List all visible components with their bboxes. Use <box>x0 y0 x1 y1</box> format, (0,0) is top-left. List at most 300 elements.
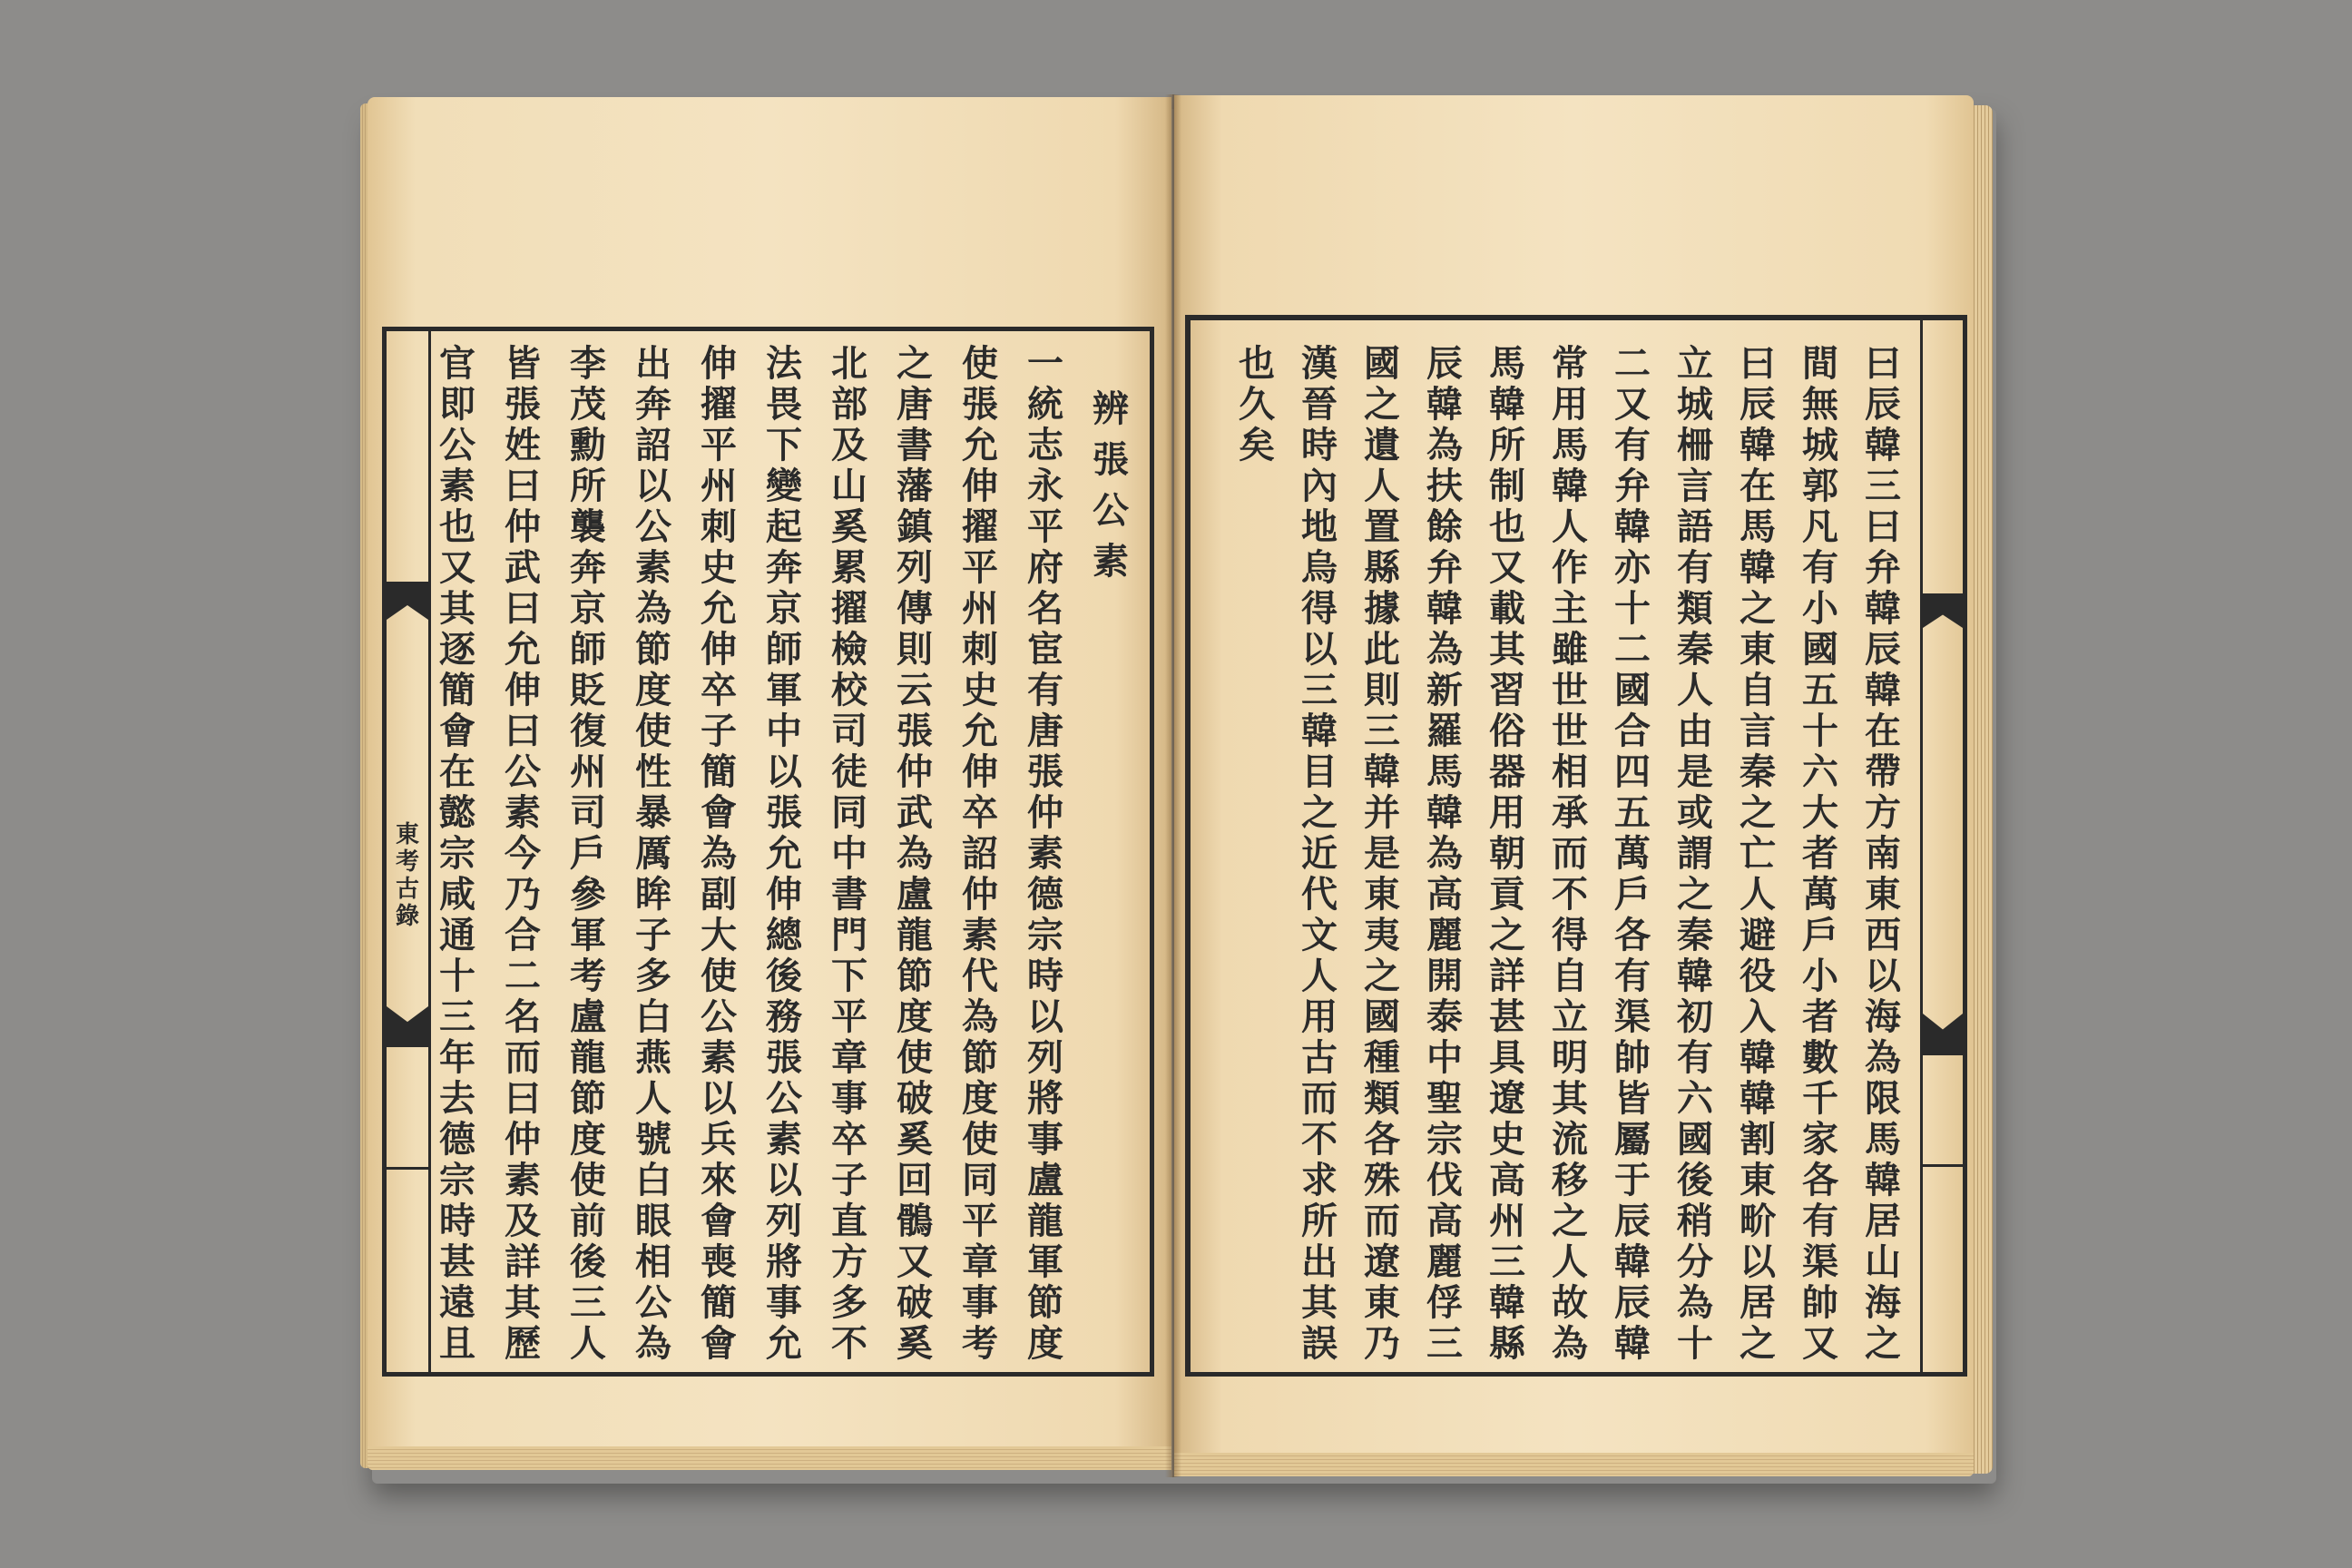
character: 曰 <box>1740 342 1776 385</box>
character: 其 <box>505 1281 541 1324</box>
text-column <box>1611 343 1654 1364</box>
character: 公 <box>766 1077 802 1120</box>
character: 章 <box>831 1036 867 1079</box>
character: 詳 <box>505 1240 541 1283</box>
character: 素 <box>505 1159 541 1201</box>
character: 韓 <box>1740 546 1776 589</box>
character: 平 <box>831 995 867 1038</box>
character: 二 <box>1614 628 1651 671</box>
character: 宗 <box>439 1159 475 1201</box>
character: 曰 <box>1865 505 1901 548</box>
character: 以 <box>1740 1240 1776 1283</box>
character: 三 <box>1301 669 1338 711</box>
character: 下 <box>831 955 867 997</box>
character: 內 <box>1301 465 1338 507</box>
character: 六 <box>1677 1077 1713 1120</box>
character: 于 <box>1614 1159 1651 1201</box>
character: 之 <box>1552 1200 1588 1242</box>
character: 素 <box>766 1118 802 1161</box>
character: 司 <box>570 791 606 834</box>
character: 得 <box>1552 914 1588 956</box>
character: 張 <box>897 710 933 752</box>
character: 人 <box>570 1322 606 1365</box>
character: 矣 <box>1239 424 1275 466</box>
character: 列 <box>1027 1036 1063 1079</box>
character: 平 <box>701 424 737 466</box>
character: 屬 <box>1614 1118 1651 1161</box>
character: 韓 <box>1677 955 1713 997</box>
character: 則 <box>897 628 933 671</box>
character: 韓 <box>1865 1159 1901 1201</box>
character: 公 <box>635 1281 671 1324</box>
character: 由 <box>1677 710 1713 752</box>
character: 用 <box>1301 995 1338 1038</box>
character: 燕 <box>635 1036 671 1079</box>
character: 是 <box>1364 832 1400 875</box>
character: 以 <box>701 1077 737 1120</box>
text-column <box>436 343 479 1364</box>
character: 居 <box>1865 1200 1901 1242</box>
character: 統 <box>1027 383 1063 426</box>
character: 之 <box>1301 791 1338 834</box>
character: 破 <box>897 1077 933 1120</box>
character: 史 <box>962 669 998 711</box>
text-column <box>1861 343 1905 1364</box>
character: 類 <box>1677 587 1713 630</box>
character: 又 <box>1614 383 1651 426</box>
character: 詔 <box>635 424 671 466</box>
character: 立 <box>1552 995 1588 1038</box>
character: 出 <box>1301 1240 1338 1283</box>
character: 渠 <box>1614 995 1651 1038</box>
character: 十 <box>1614 587 1651 630</box>
text-column <box>501 343 544 1364</box>
character: 考 <box>962 1322 998 1365</box>
character: 錄 <box>395 903 419 930</box>
character: 秦 <box>1677 914 1713 956</box>
character: 俘 <box>1426 1281 1463 1324</box>
character: 則 <box>1364 669 1400 711</box>
character: 節 <box>1027 1281 1063 1324</box>
character: 子 <box>831 1159 867 1201</box>
character: 三 <box>1426 1322 1463 1365</box>
character: 開 <box>1426 955 1463 997</box>
character: 自 <box>1740 669 1776 711</box>
character: 避 <box>1740 914 1776 956</box>
character: 懿 <box>439 791 475 834</box>
character: 節 <box>570 1077 606 1120</box>
character: 為 <box>1677 1281 1713 1324</box>
character: 韓 <box>1865 424 1901 466</box>
character: 中 <box>831 832 867 875</box>
character: 為 <box>1426 424 1463 466</box>
character: 州 <box>570 750 606 793</box>
character: 復 <box>570 710 606 752</box>
character: 今 <box>505 832 541 875</box>
character: 人 <box>1552 505 1588 548</box>
character: 韓 <box>1426 587 1463 630</box>
character: 會 <box>701 1322 737 1365</box>
character: 不 <box>831 1322 867 1365</box>
character: 各 <box>1614 914 1651 956</box>
character: 據 <box>1364 587 1400 630</box>
character: 同 <box>831 791 867 834</box>
character: 辰 <box>1614 1281 1651 1324</box>
character: 卒 <box>831 1118 867 1161</box>
character: 曰 <box>505 587 541 630</box>
character: 鶻 <box>897 1200 933 1242</box>
character: 故 <box>1552 1281 1588 1324</box>
margin-book-title <box>389 821 426 930</box>
character: 東 <box>1364 873 1400 916</box>
character: 朝 <box>1489 832 1525 875</box>
character: 自 <box>1552 955 1588 997</box>
character: 辰 <box>1865 383 1901 426</box>
character: 而 <box>1364 1200 1400 1242</box>
character: 卒 <box>701 669 737 711</box>
character: 大 <box>701 914 737 956</box>
character: 凡 <box>1802 505 1838 548</box>
character: 弁 <box>1426 546 1463 589</box>
character: 語 <box>1677 505 1713 548</box>
character: 類 <box>1364 1077 1400 1120</box>
character: 多 <box>635 955 671 997</box>
character: 誤 <box>1301 1322 1338 1365</box>
character: 其 <box>439 587 475 630</box>
character: 人 <box>635 1077 671 1120</box>
character: 為 <box>1865 1036 1901 1079</box>
character: 大 <box>1802 791 1838 834</box>
character: 軍 <box>1027 1240 1063 1283</box>
fishtail-mark <box>1923 1014 1963 1055</box>
character: 盧 <box>897 873 933 916</box>
character: 盧 <box>1027 1159 1063 1201</box>
character: 馬 <box>1552 424 1588 466</box>
character: 傳 <box>897 587 933 630</box>
character: 師 <box>570 628 606 671</box>
character: 居 <box>1740 1281 1776 1324</box>
character: 世 <box>1552 710 1588 752</box>
character: 喪 <box>701 1240 737 1283</box>
character: 明 <box>1552 1036 1588 1079</box>
character: 以 <box>1865 955 1901 997</box>
character: 法 <box>766 342 802 385</box>
character: 徒 <box>831 750 867 793</box>
character: 三 <box>1865 465 1901 507</box>
character: 高 <box>1489 1159 1525 1201</box>
character: 事 <box>1027 1118 1063 1161</box>
character: 城 <box>1802 424 1838 466</box>
character: 三 <box>1364 710 1400 752</box>
character: 擢 <box>831 587 867 630</box>
character: 也 <box>1489 505 1525 548</box>
character: 張 <box>1027 750 1063 793</box>
character: 度 <box>1027 1322 1063 1365</box>
character: 藩 <box>897 465 933 507</box>
character: 仲 <box>897 750 933 793</box>
character: 眸 <box>635 873 671 916</box>
character: 制 <box>1489 465 1525 507</box>
character: 眼 <box>635 1200 671 1242</box>
character: 流 <box>1552 1118 1588 1161</box>
character: 鎮 <box>897 505 933 548</box>
character: 畏 <box>766 383 802 426</box>
character: 置 <box>1364 505 1400 548</box>
character: 也 <box>1239 342 1275 385</box>
character: 種 <box>1364 1036 1400 1079</box>
character: 東 <box>1740 1159 1776 1201</box>
character: 以 <box>1301 628 1338 671</box>
character: 校 <box>831 669 867 711</box>
book-gutter-fold <box>1165 94 1181 1477</box>
character: 器 <box>1489 750 1525 793</box>
character: 海 <box>1865 1281 1901 1324</box>
character: 以 <box>766 1159 802 1201</box>
character: 及 <box>505 1200 541 1242</box>
character: 素 <box>1027 832 1063 875</box>
character: 以 <box>766 750 802 793</box>
character: 殊 <box>1364 1159 1400 1201</box>
character: 雖 <box>1552 628 1588 671</box>
character: 所 <box>1489 424 1525 466</box>
character: 東 <box>1740 628 1776 671</box>
character: 曰 <box>1865 342 1901 385</box>
character: 直 <box>831 1200 867 1242</box>
character: 考 <box>395 848 419 876</box>
character: 并 <box>1364 791 1400 834</box>
character: 中 <box>1426 1036 1463 1079</box>
character: 無 <box>1802 383 1838 426</box>
character: 使 <box>701 955 737 997</box>
character: 後 <box>570 1240 606 1283</box>
character: 為 <box>701 832 737 875</box>
character: 龍 <box>897 914 933 956</box>
character: 之 <box>1865 1322 1901 1365</box>
character: 亡 <box>1740 832 1776 875</box>
character: 允 <box>766 1322 802 1365</box>
character: 擢 <box>701 383 737 426</box>
character: 代 <box>1301 873 1338 916</box>
character: 門 <box>831 914 867 956</box>
character: 盧 <box>570 995 606 1038</box>
right-page <box>1174 95 1974 1476</box>
character: 各 <box>1802 1159 1838 1201</box>
character: 以 <box>1027 995 1063 1038</box>
character: 中 <box>766 710 802 752</box>
character: 人 <box>1301 955 1338 997</box>
character: 公 <box>701 995 737 1038</box>
character: 度 <box>635 669 671 711</box>
character: 年 <box>439 1036 475 1079</box>
character: 通 <box>439 914 475 956</box>
character: 近 <box>1301 832 1338 875</box>
character: 馬 <box>1489 342 1525 385</box>
character: 宗 <box>439 832 475 875</box>
character: 咸 <box>439 873 475 916</box>
character: 小 <box>1802 955 1838 997</box>
character: 子 <box>635 914 671 956</box>
character: 辰 <box>1426 342 1463 385</box>
character: 人 <box>1364 465 1400 507</box>
character: 韓 <box>1364 750 1400 793</box>
character: 俗 <box>1489 710 1525 752</box>
character: 度 <box>897 995 933 1038</box>
text-column <box>958 343 1002 1364</box>
character: 分 <box>1677 1240 1713 1283</box>
character: 將 <box>766 1240 802 1283</box>
character: 唐 <box>1027 710 1063 752</box>
character: 使 <box>897 1036 933 1079</box>
character: 列 <box>897 546 933 589</box>
character: 軍 <box>766 669 802 711</box>
character: 遼 <box>1364 1240 1400 1283</box>
character: 乃 <box>505 873 541 916</box>
character: 弁 <box>1614 465 1651 507</box>
character: 同 <box>962 1159 998 1201</box>
character: 扶 <box>1426 465 1463 507</box>
character: 伸 <box>701 628 737 671</box>
character: 韓 <box>1614 1240 1651 1283</box>
character: 其 <box>1552 1077 1588 1120</box>
character: 使 <box>962 342 998 385</box>
character: 勳 <box>570 424 606 466</box>
character: 仲 <box>1027 791 1063 834</box>
character: 之 <box>897 342 933 385</box>
character: 用 <box>1489 791 1525 834</box>
character: 而 <box>1301 1077 1338 1120</box>
character: 志 <box>1027 424 1063 466</box>
character: 者 <box>1802 995 1838 1038</box>
character: 軍 <box>570 914 606 956</box>
character: 及 <box>831 424 867 466</box>
character: 前 <box>570 1200 606 1242</box>
character: 戶 <box>1802 914 1838 956</box>
character: 久 <box>1239 383 1275 426</box>
character: 韓 <box>1489 1281 1525 1324</box>
character: 縣 <box>1364 546 1400 589</box>
character: 求 <box>1301 1159 1338 1201</box>
character: 海 <box>1865 995 1901 1038</box>
character: 合 <box>1614 710 1651 752</box>
character: 多 <box>831 1281 867 1324</box>
character: 之 <box>1740 791 1776 834</box>
character: 會 <box>439 710 475 752</box>
character: 韓 <box>1426 383 1463 426</box>
character: 度 <box>570 1118 606 1161</box>
character: 刺 <box>701 505 737 548</box>
character: 貢 <box>1489 873 1525 916</box>
character: 奔 <box>570 546 606 589</box>
character: 稍 <box>1677 1200 1713 1242</box>
character: 移 <box>1552 1159 1588 1201</box>
character: 馬 <box>1740 505 1776 548</box>
left-center-margin-strip <box>387 331 431 1372</box>
character: 之 <box>1489 914 1525 956</box>
character: 此 <box>1364 628 1400 671</box>
character: 官 <box>439 342 475 385</box>
character: 羅 <box>1426 710 1463 752</box>
character: 有 <box>1677 546 1713 589</box>
character: 城 <box>1677 383 1713 426</box>
character: 言 <box>1740 710 1776 752</box>
text-column <box>828 343 871 1364</box>
character: 即 <box>439 383 475 426</box>
character: 平 <box>962 1200 998 1242</box>
character: 為 <box>1552 1322 1588 1365</box>
character: 西 <box>1865 914 1901 956</box>
character: 南 <box>1865 832 1901 875</box>
character: 伸 <box>766 873 802 916</box>
character: 簡 <box>439 669 475 711</box>
character: 甚 <box>1489 995 1525 1038</box>
character: 奚 <box>831 505 867 548</box>
character: 古 <box>1301 1036 1338 1079</box>
character: 簡 <box>701 1281 737 1324</box>
character: 萬 <box>1802 873 1838 916</box>
character: 暴 <box>635 791 671 834</box>
character: 馬 <box>1865 1118 1901 1161</box>
character: 韓 <box>1489 383 1525 426</box>
character: 詔 <box>962 832 998 875</box>
character: 間 <box>1802 342 1838 385</box>
text-column <box>1360 343 1404 1364</box>
character: 方 <box>1865 791 1901 834</box>
character: 合 <box>505 914 541 956</box>
character: 龍 <box>1027 1200 1063 1242</box>
character: 變 <box>766 465 802 507</box>
text-column <box>1673 343 1717 1364</box>
character: 韓 <box>1614 505 1651 548</box>
character: 人 <box>1740 873 1776 916</box>
character: 數 <box>1802 1036 1838 1079</box>
character: 辰 <box>1614 1200 1651 1242</box>
character: 起 <box>766 505 802 548</box>
character: 京 <box>766 587 802 630</box>
character: 名 <box>1027 587 1063 630</box>
character: 聖 <box>1426 1077 1463 1120</box>
character: 各 <box>1364 1118 1400 1161</box>
fishtail-mark <box>1923 593 1963 628</box>
character: 仲 <box>505 505 541 548</box>
character: 仲 <box>505 1118 541 1161</box>
character: 擢 <box>962 505 998 548</box>
character: 州 <box>701 465 737 507</box>
character: 府 <box>1027 546 1063 589</box>
character: 後 <box>1677 1159 1713 1201</box>
character: 德 <box>439 1118 475 1161</box>
character: 詳 <box>1489 955 1525 997</box>
character: 北 <box>831 342 867 385</box>
character: 破 <box>897 1281 933 1324</box>
character: 之 <box>1364 383 1400 426</box>
character: 有 <box>1677 1036 1713 1079</box>
character: 史 <box>1489 1118 1525 1161</box>
character: 時 <box>1027 955 1063 997</box>
character: 具 <box>1489 1036 1525 1079</box>
character: 十 <box>439 955 475 997</box>
character: 高 <box>1426 873 1463 916</box>
character: 參 <box>570 873 606 916</box>
character: 使 <box>635 710 671 752</box>
character: 韓 <box>1740 1077 1776 1120</box>
character: 副 <box>701 873 737 916</box>
character: 又 <box>1489 546 1525 589</box>
character: 遼 <box>1489 1077 1525 1120</box>
left-page <box>368 97 1171 1470</box>
character: 為 <box>1426 832 1463 875</box>
character: 之 <box>1740 1322 1776 1365</box>
character: 不 <box>1301 1118 1338 1161</box>
